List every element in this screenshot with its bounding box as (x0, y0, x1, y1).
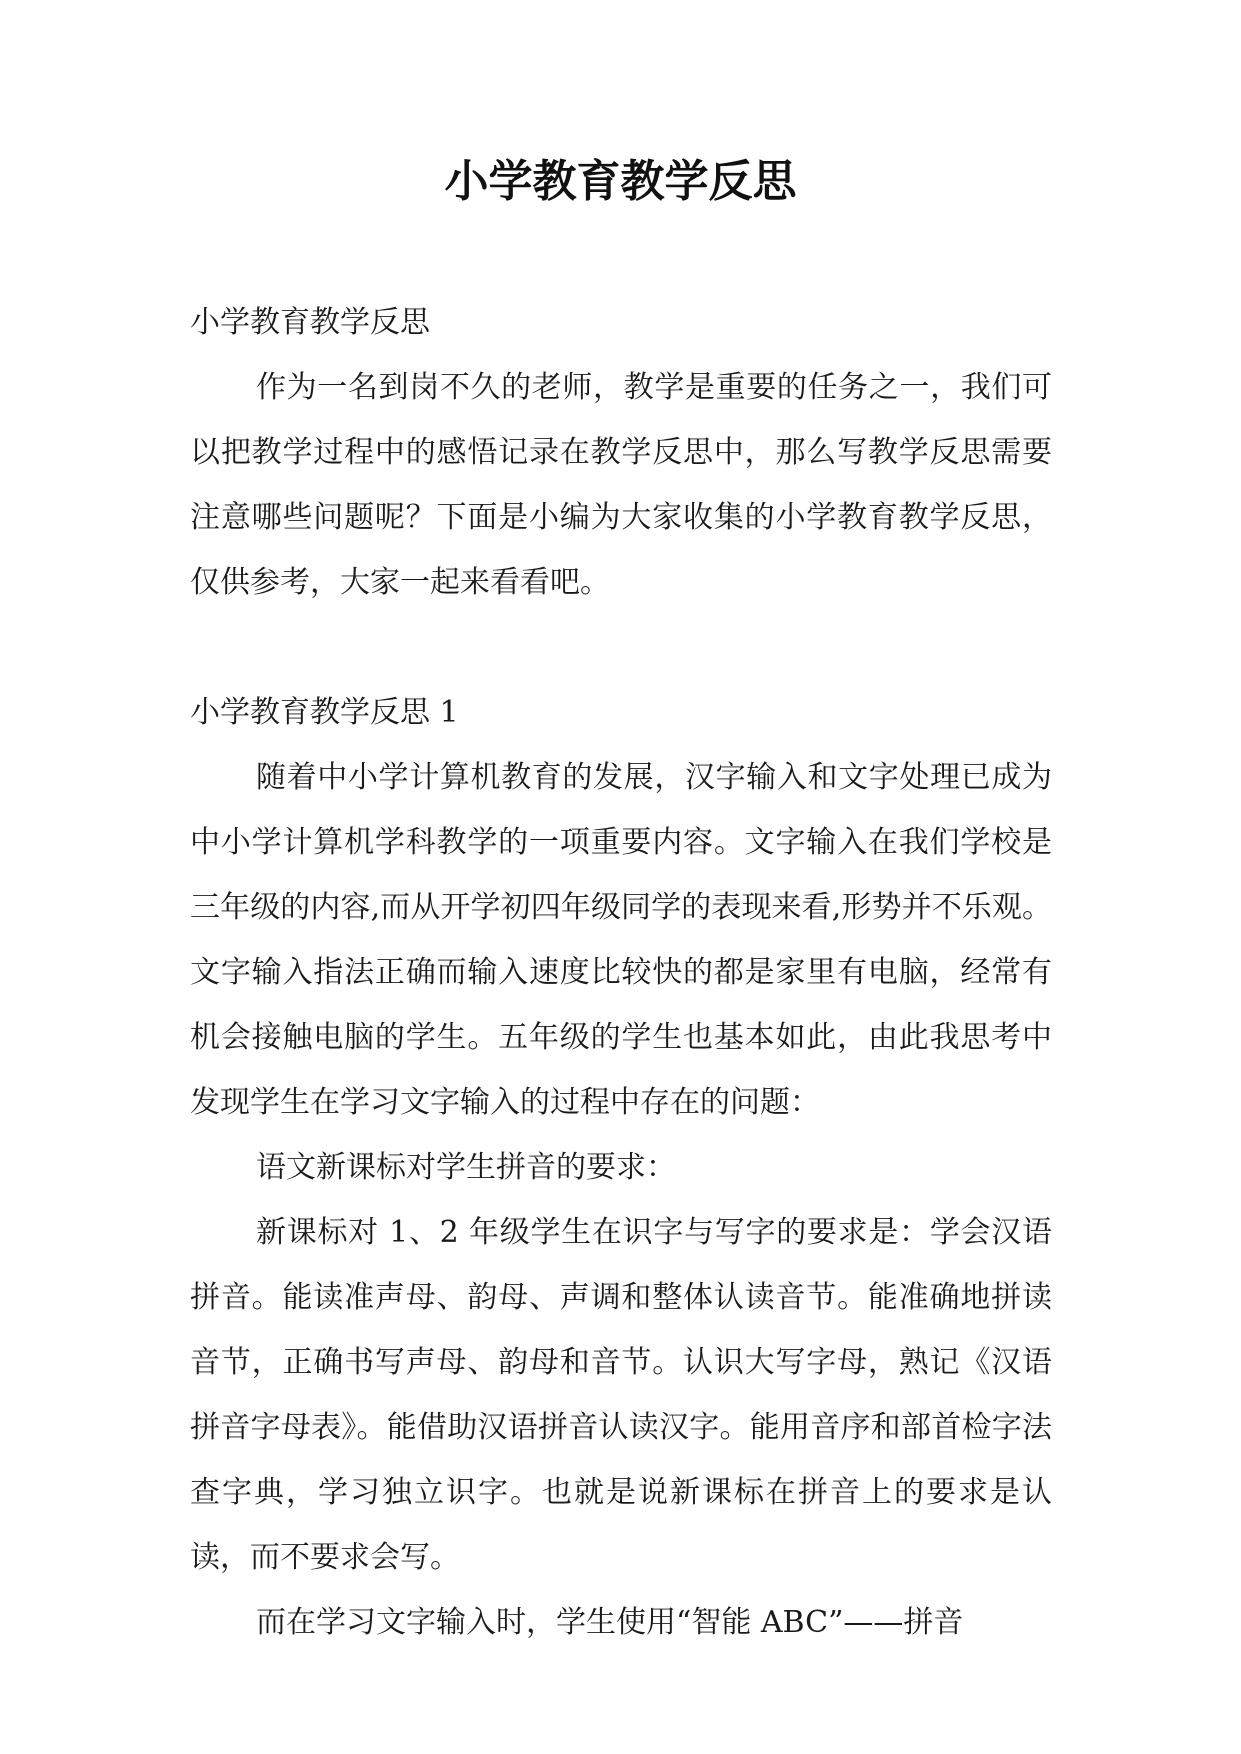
body-paragraph: 语文新课标对学生拼音的要求： (256, 1150, 676, 1185)
body-paragraph: 随着中小学计算机教育的发展，汉字输入和文字处理已成为中小学计算机学科教学的一项重要内容。文字输入在我们学校是三年级的内容,而从开学初四年级同学的表现来看,形势并不乐观。文字输入指法正确而输入速度比较快的都是家里有电脑，经常有机会接触电脑的学生。五年级的学生也基本如此，由此我思考中发现学生在学习文字输入的过程中存在的问题： (190, 760, 1052, 1120)
body-paragraph: 新课标对 1、2 年级学生在识字与写字的要求是：学会汉语拼音。能读准声母、韵母、声调和整体认读音节。能准确地拼读音节，正确书写声母、韵母和音节。认识大写字母，熟记《汉语拼音字母表》。能借助汉语拼音认读汉字。能用音序和部首检字法查字典，学习独立识字。也就是说新课标在拼音上的要求是认读，而不要求会写。 (190, 1215, 1052, 1575)
document-body (190, 290, 1052, 1655)
section-heading: 小学教育教学反思 1 (190, 695, 459, 730)
subtitle: 小学教育教学反思 (190, 305, 430, 340)
intro-paragraph: 作为一名到岗不久的老师，教学是重要的任务之一，我们可以把教学过程中的感悟记录在教学反思中，那么写教学反思需要注意哪些问题呢？下面是小编为大家收集的小学教育教学反思，仅供参考，大家一起来看看吧。 (190, 370, 1052, 600)
body-paragraph: 而在学习文字输入时，学生使用“智能 ABC”——拼音 (256, 1605, 964, 1640)
section-spacer (190, 615, 1052, 680)
document-title: 小学教育教学反思 (444, 156, 797, 207)
